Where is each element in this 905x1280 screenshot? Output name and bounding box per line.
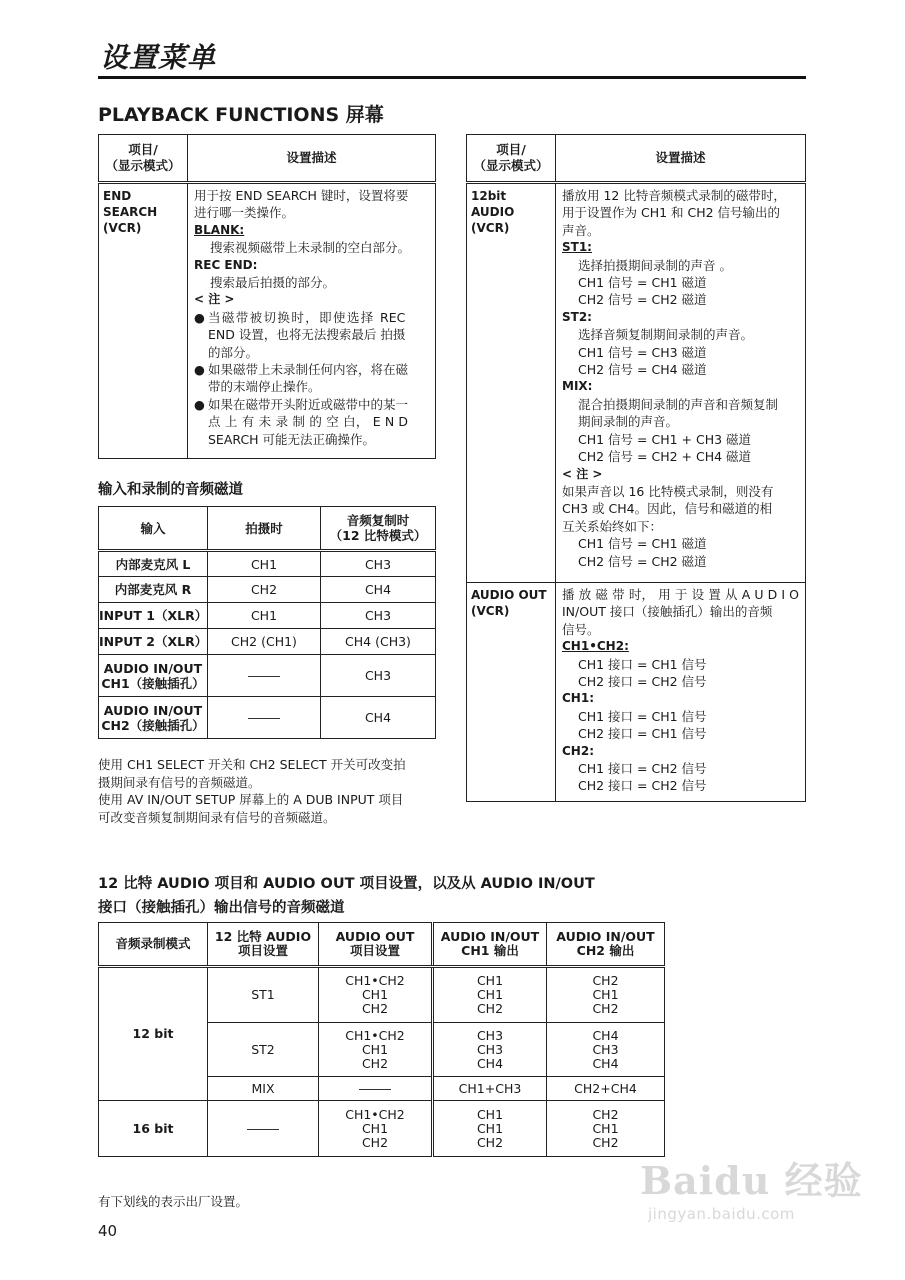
cell-line: CH1 [476,1106,504,1122]
head-item-line: （显示模式） [473,158,549,173]
note-line: 使用 AV IN/OUT SETUP 屏幕上的 A DUB INPUT 项目 [98,792,404,807]
desc-line: 带的末端停止操作。 [208,379,321,395]
aout-cell [319,1077,433,1101]
head-item [99,135,188,183]
title-line: 12 比特 AUDIO 项目和 AUDIO OUT 项目设置，以及从 AUDIO IN/OUT [98,876,595,892]
page-title: 设置菜单 [100,41,217,74]
cell-line: CH1•CH2 [345,1027,405,1043]
io-dub: CH4 (CH3) [321,629,436,655]
table-row [99,967,665,1023]
desc-line: 如果声音以 16 比特模式录制，则没有 [562,483,774,499]
cell-line: CH1 [476,973,504,988]
desc-line: 用于设置作为 CH1 和 CH2 信号输出的 [562,205,781,221]
io-shoot: CH2 (CH1) [208,629,321,655]
dash-mark [248,718,280,719]
setting-cell: ST2 [208,1023,319,1077]
cell-line: CH2 [361,1134,389,1150]
head-line: AUDIO OUT [335,929,415,944]
head-aout [319,923,433,967]
setting-name-line: (VCR) [471,221,510,235]
head-line: 12 比特 AUDIO [214,929,312,944]
note-label: < 注 > [562,466,603,481]
setting-name-line: (VCR) [471,604,510,618]
head-desc: 设置描述 [556,135,806,183]
io-input: 内部麦克风 L [99,551,208,577]
desc-line: END 设置，也将无法搜索最后 拍摄 [208,327,406,343]
ch2-cell [547,1023,665,1077]
head-line: 项目设置 [349,943,400,958]
option-label-blank: BLANK: [194,222,245,237]
baidu-watermark [640,1150,890,1260]
cell-line: CH2 [592,973,619,988]
note-bullet [194,361,429,396]
desc-line: SEARCH 可能无法正确操作。 [208,431,376,447]
desc-line: 期间录制的声音。 [578,414,679,430]
ch1-cell [433,1023,547,1077]
desc-line: CH2 信号 = CH2 + CH4 磁道 [578,449,752,465]
io-input: 内部麦克风 R [99,577,208,603]
end-search-table [98,134,436,459]
page-number: 40 [98,1222,118,1240]
dash-mark [248,676,280,677]
desc-line: CH2 接口 = CH2 信号 [578,778,707,794]
io-section-title: 输入和录制的音频磁道 [98,482,243,498]
setting-name-line: (VCR) [103,221,142,235]
bullet-icon: ● [194,396,205,412]
cell-line: CH2 [476,1134,504,1150]
mode-12bit: 12 bit [99,967,208,1101]
io-dub: CH3 [321,551,436,577]
desc-line: 声音。 [562,222,600,238]
io-head-line: （12 比特模式） [329,528,427,543]
desc-line: 播放用 12 比特音频模式录制的磁带时， [562,188,786,203]
cell-line: CH1•CH2 [345,973,405,988]
ch1-cell [433,1101,547,1157]
desc-line: CH2 接口 = CH2 信号 [578,674,707,690]
io-input: INPUT 1（XLR） [99,603,208,629]
io-input: INPUT 2（XLR） [99,629,208,655]
option-label-st2: ST2: [562,309,592,324]
desc-line: 点 上 有 未 录 制 的 空 白， E N D [208,414,409,430]
head-item [467,135,556,183]
option-label-ch2: CH2: [562,743,594,758]
header-rule [98,76,806,79]
setting-cell: MIX [208,1077,319,1101]
desc-line: CH1 信号 = CH1 磁道 [578,536,707,552]
desc-line: CH2 信号 = CH4 磁道 [578,362,707,378]
setting-cell [208,1101,319,1157]
io-input-line: CH2（接触插孔） [101,717,205,733]
cell-line: CH4 [476,1055,504,1071]
desc-line: 混合拍摄期间录制的声音和音频复制 [578,396,779,412]
setting-name-line: 12bit AUDIO [471,189,515,219]
io-shoot: CH1 [208,603,321,629]
table-row [99,577,436,603]
io-input-line: AUDIO IN/OUT [103,702,203,718]
setting-name [467,583,556,802]
ch2-cell: CH2+CH4 [547,1077,665,1101]
head-mode: 音频录制模式 [99,923,208,967]
head-line: AUDIO IN/OUT [440,929,540,944]
head-ch2 [547,923,665,967]
desc-line: CH2 信号 = CH2 磁道 [578,292,707,308]
desc-line: 进行哪一类操作。 [194,205,295,221]
head-line: 项目设置 [237,943,288,958]
bullet-icon: ● [194,362,205,378]
desc-line: 搜索最后拍摄的部分。 [210,275,336,291]
io-head-shoot: 拍摄时 [208,507,321,551]
cell-line: CH2 [592,1001,619,1016]
ch1-cell: CH1+CH3 [433,1077,547,1101]
setting-desc [556,183,806,583]
setting-name [99,183,188,459]
desc-line: 搜索视频磁带上未录制的空白部分。 [210,240,411,256]
title-line: 接口（接触插孔）输出信号的音频磁道 [98,900,345,916]
head-line: CH2 输出 [576,943,635,958]
setting-name-line: AUDIO OUT [471,588,547,602]
io-dub: CH4 [321,577,436,603]
desc-line: 选择音频复制期间录制的声音。 [578,327,754,343]
note-label: < 注 > [194,292,235,307]
watermark-logo: Baidu 经验 [640,1158,863,1203]
desc-line: 互关系始终如下： [562,518,663,534]
setting-name-line: END SEARCH [103,189,158,219]
cell-line: CH3 [476,1041,504,1057]
cell-line: CH1 [592,987,619,1002]
desc-line: CH1 信号 = CH1 磁道 [578,275,707,291]
desc-line: CH2 信号 = CH2 磁道 [578,553,707,569]
io-shoot [208,697,321,739]
note-line: 使用 CH1 SELECT 开关和 CH2 SELECT 开关可改变拍 [98,757,406,772]
dash-mark [247,1129,279,1130]
desc-line: CH1 接口 = CH2 信号 [578,761,707,777]
cell-line: CH1•CH2 [345,1106,405,1122]
cell-line: CH3 [592,1041,619,1057]
output-table [98,922,665,1157]
cell-line: CH4 [592,1027,619,1043]
mode-16bit: 16 bit [99,1101,208,1157]
option-label-ch1: CH1: [562,691,594,706]
cell-line: CH1 [361,987,389,1002]
ch1-cell [433,967,547,1023]
desc-line: 播 放 磁 带 时， 用 于 设 置 从 A U D I O [562,587,799,602]
table-row [99,551,436,577]
io-input-line: AUDIO IN/OUT [103,660,203,676]
option-label-st1: ST1: [562,240,592,255]
io-input [99,655,208,697]
desc-line: CH3 或 CH4。因此，信号和磁道的相 [562,501,773,517]
io-head-input: 输入 [99,507,208,551]
setting-desc [188,183,436,459]
note-line: 摄期间录有信号的音频磁道。 [98,774,261,790]
option-label-mix: MIX: [562,379,593,394]
head-item-line: 项目/ [496,142,526,157]
desc-line: CH2 接口 = CH1 信号 [578,726,707,742]
desc-line: 的部分。 [208,344,259,360]
cell-line: CH3 [476,1027,504,1043]
note-bullet [194,396,429,448]
cell-line: CH2 [476,1001,504,1016]
io-head-line: 音频复制时 [346,513,410,528]
desc-line: 选择拍摄期间录制的声音 。 [578,257,732,273]
table-row [99,629,436,655]
section-title: PLAYBACK FUNCTIONS 屏幕 [98,104,384,126]
head-line: AUDIO IN/OUT [556,929,655,944]
bullet-icon: ● [194,309,205,325]
table-row [99,1101,665,1157]
head-item-line: （显示模式） [105,158,181,173]
cell-line: CH1 [476,987,504,1002]
io-shoot: CH1 [208,551,321,577]
ch2-cell [547,967,665,1023]
aout-cell [319,1101,433,1157]
cell-line: CH1 [361,1120,389,1136]
cell-line: CH2 [361,1055,389,1071]
audio-settings-table [466,134,806,802]
note-line: 可改变音频复制期间录有信号的音频磁道。 [98,809,336,825]
cell-line: CH2 [592,1106,619,1122]
desc-line: CH1 信号 = CH1 + CH3 磁道 [578,431,752,447]
cell-line: CH1 [361,1041,389,1057]
cell-line: CH2 [592,1134,619,1150]
desc-line: 用于按 END SEARCH 键时，设置将要 [194,188,409,203]
setting-desc [556,583,806,802]
setting-name [467,183,556,583]
watermark-url: jingyan.baidu.com [648,1205,795,1223]
option-label-recend: REC END: [194,257,258,272]
cell-line: CH1 [476,1120,504,1136]
io-dub: CH3 [321,603,436,629]
head-item-line: 项目/ [128,142,158,157]
aout-cell [319,967,433,1023]
output-section-title [98,872,595,920]
desc-line: CH1 信号 = CH3 磁道 [578,344,707,360]
head-ch1 [433,923,547,967]
cell-line: CH1 [592,1120,619,1136]
head-desc: 设置描述 [188,135,436,183]
io-tracks-table [98,506,436,739]
io-dub: CH3 [321,655,436,697]
io-dub: CH4 [321,697,436,739]
io-input-line: CH1（接触插孔） [101,675,205,691]
desc-line: CH1 接口 = CH1 信号 [578,656,707,672]
head-12bit [208,923,319,967]
setting-cell: ST1 [208,967,319,1023]
footer-note: 有下划线的表示出厂设置。 [98,1194,249,1209]
cell-line: CH2 [361,1001,389,1016]
note-bullet [194,309,429,361]
head-line: CH1 输出 [461,943,519,958]
option-label-ch1ch2: CH1•CH2: [562,639,629,654]
desc-line: 如果在磁带开头附近或磁带中的某一 [208,396,409,412]
ch2-cell [547,1101,665,1157]
table-row [99,697,436,739]
io-input [99,697,208,739]
aout-cell [319,1023,433,1077]
table-row [99,655,436,697]
desc-line: IN/OUT 接口（接触插孔）输出的音频 [562,604,773,620]
io-head-dub [321,507,436,551]
desc-line: CH1 接口 = CH1 信号 [578,708,707,724]
io-shoot [208,655,321,697]
desc-line: 信号。 [562,621,600,637]
io-notes [98,756,443,826]
desc-line: 当磁带被切换时，即使选择 REC [208,309,406,325]
dash-mark [359,1089,391,1090]
io-shoot: CH2 [208,577,321,603]
table-row [99,603,436,629]
cell-line: CH4 [592,1055,619,1071]
desc-line: 如果磁带上未录制任何内容，将在磁 [208,362,409,378]
